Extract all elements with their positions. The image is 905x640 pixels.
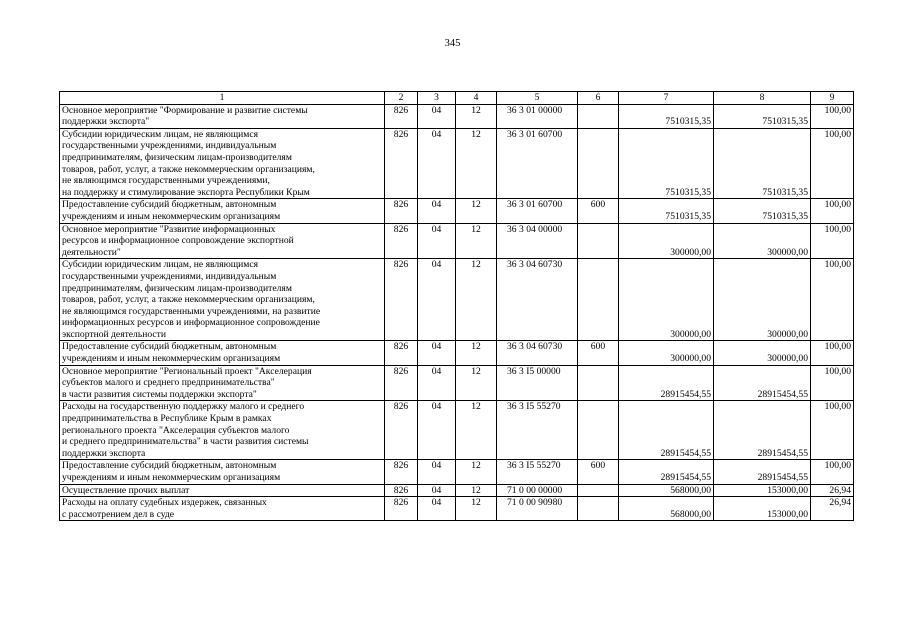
section-code-cell: 04 [418, 259, 456, 341]
subsection-code-cell: 12 [456, 460, 497, 484]
target-article-cell: 36 3 04 00000 [497, 223, 578, 259]
header-cell: 7 [619, 92, 714, 105]
target-article-cell: 36 3 01 60700 [497, 199, 578, 223]
table-row [60, 484, 854, 497]
table-row [60, 104, 854, 128]
executed-amount-cell: 153000,00 [714, 484, 811, 497]
section-code-cell: 04 [418, 460, 456, 484]
section-code-cell: 04 [418, 484, 456, 497]
executed-amount-cell: 28915454,55 [714, 365, 811, 401]
header-cell: 8 [714, 92, 811, 105]
execution-percent-cell: 26,94 [811, 484, 854, 497]
subsection-code-cell: 12 [456, 401, 497, 460]
section-code-cell: 04 [418, 341, 456, 365]
table-row [60, 199, 854, 223]
header-cell: 2 [385, 92, 418, 105]
planned-amount-cell: 568000,00 [619, 484, 714, 497]
target-article-cell: 71 0 00 90980 [497, 497, 578, 521]
expense-type-cell [578, 259, 619, 341]
execution-percent-cell: 100,00 [811, 104, 854, 128]
execution-percent-cell: 100,00 [811, 401, 854, 460]
subsection-code-cell: 12 [456, 199, 497, 223]
table-row [60, 259, 854, 341]
executed-amount-cell: 300000,00 [714, 223, 811, 259]
section-code-cell: 04 [418, 223, 456, 259]
expense-name-cell: Предоставление субсидий бюджетным, автономным учреждениям и иным некоммерческим организациям [60, 341, 385, 365]
expense-type-cell: 600 [578, 341, 619, 365]
expense-name-cell: Расходы на оплату судебных издержек, связанных с рассмотрением дел в суде [60, 497, 385, 521]
execution-percent-cell: 26,94 [811, 497, 854, 521]
budget-execution-table [59, 91, 854, 521]
header-cell: 3 [418, 92, 456, 105]
grbs-code-cell: 826 [385, 460, 418, 484]
header-cell: 6 [578, 92, 619, 105]
expense-type-cell: 600 [578, 460, 619, 484]
table-row [60, 365, 854, 401]
target-article-cell: 36 3 01 00000 [497, 104, 578, 128]
expense-type-cell [578, 128, 619, 199]
grbs-code-cell: 826 [385, 484, 418, 497]
execution-percent-cell: 100,00 [811, 341, 854, 365]
expense-name-cell: Субсидии юридическим лицам, не являющимся государственными учреждениями, индивидуальным предпринимателям, физическим лицам-производителям товаров, работ, услуг, а также некоммерческим организациям, не являющимся государственными учреждениями, на поддержку и стимулирование экспорта Республики Крым [60, 128, 385, 199]
header-cell: 4 [456, 92, 497, 105]
expense-type-cell: 600 [578, 199, 619, 223]
expense-name-cell: Основное мероприятие "Развитие информационных ресурсов и информационное сопровождение экспортной деятельности" [60, 223, 385, 259]
grbs-code-cell: 826 [385, 497, 418, 521]
expense-name-cell: Субсидии юридическим лицам, не являющимся государственными учреждениями, индивидуальным предпринимателям, физическим лицам-производителям товаров, работ, услуг, а также некоммерческим организациям, не являющимся государственными учреждениями, на развитие информационных ресурсов и информационное сопровождение экспортной деятельности [60, 259, 385, 341]
target-article-cell: 71 0 00 00000 [497, 484, 578, 497]
target-article-cell: 36 3 I5 55270 [497, 460, 578, 484]
executed-amount-cell: 28915454,55 [714, 460, 811, 484]
page-number: 345 [444, 38, 461, 49]
expense-name-cell: Расходы на государственную поддержку малого и среднего предпринимательства в Республике Крым в рамках регионального проекта "Акселерация субъектов малого и среднего предпринимательства" в части развития системы поддержки экспорта [60, 401, 385, 460]
target-article-cell: 36 3 04 60730 [497, 341, 578, 365]
execution-percent-cell: 100,00 [811, 460, 854, 484]
expense-type-cell [578, 223, 619, 259]
grbs-code-cell: 826 [385, 199, 418, 223]
grbs-code-cell: 826 [385, 104, 418, 128]
executed-amount-cell: 28915454,55 [714, 401, 811, 460]
planned-amount-cell: 7510315,35 [619, 199, 714, 223]
executed-amount-cell: 300000,00 [714, 259, 811, 341]
execution-percent-cell: 100,00 [811, 128, 854, 199]
grbs-code-cell: 826 [385, 259, 418, 341]
grbs-code-cell: 826 [385, 341, 418, 365]
executed-amount-cell: 7510315,35 [714, 199, 811, 223]
header-cell: 9 [811, 92, 854, 105]
grbs-code-cell: 826 [385, 401, 418, 460]
grbs-code-cell: 826 [385, 365, 418, 401]
expense-name-cell: Предоставление субсидий бюджетным, автономным учреждениям и иным некоммерческим организациям [60, 199, 385, 223]
subsection-code-cell: 12 [456, 259, 497, 341]
target-article-cell: 36 3 04 60730 [497, 259, 578, 341]
subsection-code-cell: 12 [456, 365, 497, 401]
planned-amount-cell: 7510315,35 [619, 104, 714, 128]
table-header-row [60, 92, 854, 105]
section-code-cell: 04 [418, 497, 456, 521]
executed-amount-cell: 7510315,35 [714, 104, 811, 128]
expense-type-cell [578, 401, 619, 460]
subsection-code-cell: 12 [456, 484, 497, 497]
execution-percent-cell: 100,00 [811, 199, 854, 223]
grbs-code-cell: 826 [385, 128, 418, 199]
table-row [60, 341, 854, 365]
expense-type-cell [578, 484, 619, 497]
target-article-cell: 36 3 01 60700 [497, 128, 578, 199]
executed-amount-cell: 300000,00 [714, 341, 811, 365]
execution-percent-cell: 100,00 [811, 365, 854, 401]
table-row [60, 497, 854, 521]
expense-type-cell [578, 365, 619, 401]
execution-percent-cell: 100,00 [811, 259, 854, 341]
expense-name-cell: Основное мероприятие "Формирование и развитие системы поддержки экспорта" [60, 104, 385, 128]
executed-amount-cell: 7510315,35 [714, 128, 811, 199]
expense-name-cell: Осуществление прочих выплат [60, 484, 385, 497]
grbs-code-cell: 826 [385, 223, 418, 259]
planned-amount-cell: 7510315,35 [619, 128, 714, 199]
planned-amount-cell: 28915454,55 [619, 460, 714, 484]
table-row [60, 460, 854, 484]
section-code-cell: 04 [418, 128, 456, 199]
planned-amount-cell: 300000,00 [619, 259, 714, 341]
target-article-cell: 36 3 I5 00000 [497, 365, 578, 401]
expense-name-cell: Предоставление субсидий бюджетным, автономным учреждениям и иным некоммерческим организациям [60, 460, 385, 484]
table-row [60, 128, 854, 199]
executed-amount-cell: 153000,00 [714, 497, 811, 521]
planned-amount-cell: 300000,00 [619, 341, 714, 365]
expense-name-cell: Основное мероприятие "Региональный проект "Акселерация субъектов малого и среднего предпринимательства" в части развития системы поддержки экспорта" [60, 365, 385, 401]
planned-amount-cell: 300000,00 [619, 223, 714, 259]
table-row [60, 401, 854, 460]
target-article-cell: 36 3 I5 55270 [497, 401, 578, 460]
expense-type-cell [578, 104, 619, 128]
subsection-code-cell: 12 [456, 223, 497, 259]
subsection-code-cell: 12 [456, 341, 497, 365]
subsection-code-cell: 12 [456, 128, 497, 199]
header-cell: 1 [60, 92, 385, 105]
planned-amount-cell: 28915454,55 [619, 401, 714, 460]
subsection-code-cell: 12 [456, 104, 497, 128]
execution-percent-cell: 100,00 [811, 223, 854, 259]
section-code-cell: 04 [418, 401, 456, 460]
header-cell: 5 [497, 92, 578, 105]
expense-type-cell [578, 497, 619, 521]
planned-amount-cell: 568000,00 [619, 497, 714, 521]
section-code-cell: 04 [418, 365, 456, 401]
subsection-code-cell: 12 [456, 497, 497, 521]
section-code-cell: 04 [418, 104, 456, 128]
planned-amount-cell: 28915454,55 [619, 365, 714, 401]
section-code-cell: 04 [418, 199, 456, 223]
table-row [60, 223, 854, 259]
